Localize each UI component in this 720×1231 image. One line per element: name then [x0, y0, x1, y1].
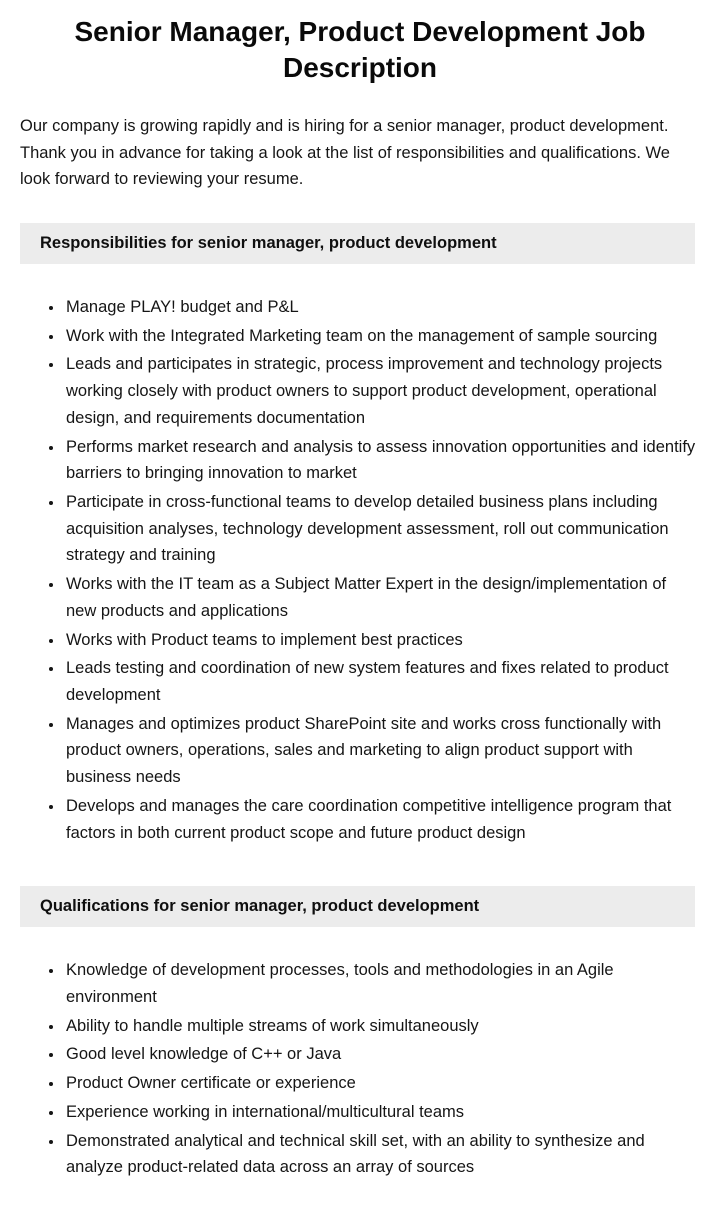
responsibilities-section-heading: Responsibilities for senior manager, product development — [20, 223, 695, 264]
list-item: • Participate in cross-functional teams to develop detailed business plans including acquisition analyses, technology development assessment, roll out communication strategy and training — [64, 489, 698, 569]
list-item: • Manages and optimizes product SharePoint site and works cross functionally with product owners, operations, sales and marketing to align product support with business needs — [64, 711, 698, 791]
list-item: • Good level knowledge of C++ or Java — [64, 1041, 698, 1068]
list-item: • Ability to handle multiple streams of work simultaneously — [64, 1013, 698, 1040]
qualifications-section — [0, 886, 720, 1181]
list-item: • Work with the Integrated Marketing team on the management of sample sourcing — [64, 323, 698, 350]
list-item: • Leads testing and coordination of new system features and fixes related to product development — [64, 655, 698, 708]
list-item: • Leads and participates in strategic, process improvement and technology projects working closely with product owners to support product development, operational design, and requirements documentation — [64, 351, 698, 431]
list-item: • Works with the IT team as a Subject Matter Expert in the design/implementation of new products and applications — [64, 571, 698, 624]
list-item: • Demonstrated analytical and technical skill set, with an ability to synthesize and analyze product-related data across an array of sources — [64, 1128, 698, 1181]
list-item: • Develops and manages the care coordination competitive intelligence program that factors in both current product scope and future product design — [64, 793, 698, 846]
list-item: • Manage PLAY! budget and P&L — [64, 294, 698, 321]
list-item: • Knowledge of development processes, tools and methodologies in an Agile environment — [64, 957, 698, 1010]
list-item: • Product Owner certificate or experience — [64, 1070, 698, 1097]
list-item: • Performs market research and analysis to assess innovation opportunities and identify barriers to bringing innovation to market — [64, 434, 698, 487]
page-title: Senior Manager, Product Development Job Description — [74, 16, 646, 84]
list-item: • Works with Product teams to implement best practices — [64, 627, 698, 654]
qualifications-section-heading: Qualifications for senior manager, product development — [20, 886, 695, 927]
intro-paragraph: Our company is growing rapidly and is hiring for a senior manager, product development. Thank you in advance for taking a look at the list of responsibilities and qualifications. We look forward to reviewing your resume. — [20, 116, 670, 189]
qualifications-list — [20, 957, 698, 1181]
responsibilities-list — [20, 294, 698, 846]
responsibilities-section — [0, 223, 720, 846]
list-item: • Experience working in international/multicultural teams — [64, 1099, 698, 1126]
